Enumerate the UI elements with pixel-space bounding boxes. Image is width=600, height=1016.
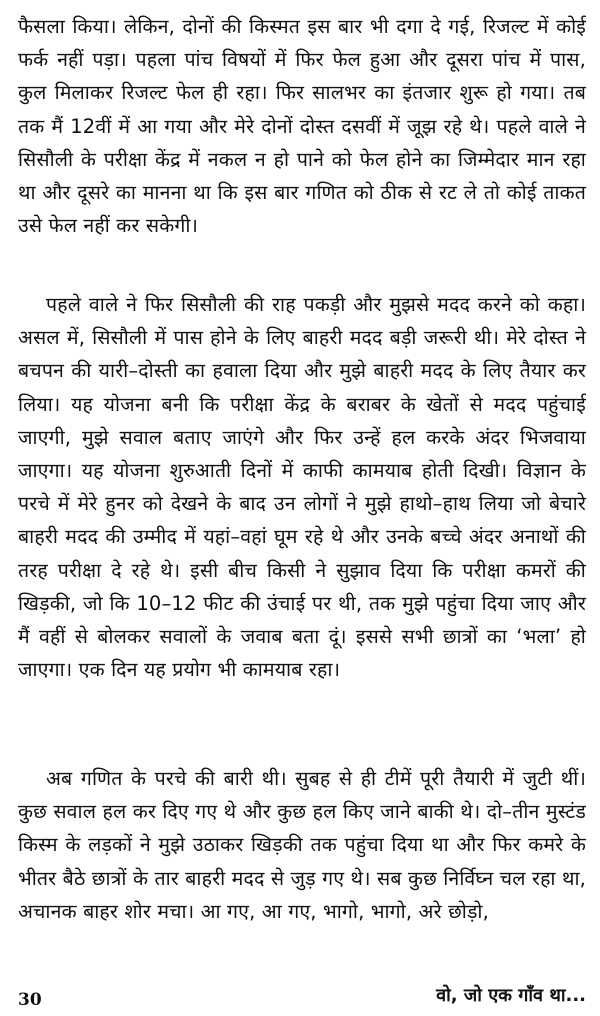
page-number: 30 [18,990,42,1010]
paragraph-2-block [18,288,586,686]
paragraph-3: अब गणित के परचे की बारी थी। सुबह से ही टीमें पूरी तैयारी में जुटी थीं। कुछ सवाल हल कर दिए गए थे और कुछ हल किए जाने बाकी थे। दो–तीन मुस्टंड किस्म के लड़कों ने मुझे उठाकर खिड़की तक पहुंचा दिया था और फिर कमरे के भीतर बैठे छात्रों के तार बाहरी मदद से जुड़ गए थे। सब कुछ निर्विघ्न चल रहा था, अचानक बाहर शोर मचा। आ गए, आ गए, भागो, भागो, अरे छोड़ो, [18,767,586,923]
paragraph-1-block [18,10,586,242]
paragraph-2: पहले वाले ने फिर सिसौली की राह पकड़ी और मुझसे मदद करने को कहा। असल में, सिसौली में पास होने के लिए बाहरी मदद बड़ी जरूरी थी। मेरे दोस्त ने बचपन की यारी–दोस्ती का हवाला दिया और मुझे बाहरी मदद के लिए तैयार कर लिया। यह योजना बनी कि परीक्षा केंद्र के बराबर के खेतों से मदद पहुंचाई जाएगी, मुझे सवाल बताए जाएंगे और फिर उन्हें हल करके अंदर भिजवाया जाएगा। यह योजना शुरुआती दिनों में काफी कामयाब होती दिखी। विज्ञान के परचे में मेरे हुनर को देखने के बाद उन लोगों ने मुझे हाथो–हाथ लिया जो बेचारे बाहरी मदद की उम्मीद में यहां–वहां घूम रहे थे और उनके बच्चे अंदर अनाथों की तरह परीक्षा दे रहे थे। इसी बीच किसी ने सुझाव दिया कि परीक्षा कमरों की खिड़की, जो कि 10–12 फीट की उंचाई पर थी, तक मुझे पहुंचा दिया जाए और मैं वहीं से बोलकर सवालों के जवाब बता दूं। इससे सभी छात्रों का ‘भला’ हो जाएगा। एक दिन यह प्रयोग भी कामयाब रहा। [18,293,586,682]
paragraph-1: फैसला किया। लेकिन, दोनों की किस्मत इस बार भी दगा दे गई, रिजल्ट में कोई फर्क नहीं पड़ा। पहला पांच विषयों में फिर फेल हुआ और दूसरा पांच में पास, कुल मिलाकर रिजल्ट फेल ही रहा। फिर सालभर का इंतजार शुरू हो गया। तब तक मैं 12वीं में आ गया और मेरे दोनों दोस्त दसवीं में जूझ रहे थे। पहले वाले ने सिसौली के परीक्षा केंद्र में नकल न हो पाने को फेल होने का जिम्मेदार मान रहा था और दूसरे का मानना था कि इस बार गणित को ठीक से रट ले तो कोई ताकत उसे फेल नहीं कर सकेगी। [18,15,586,238]
paragraph-3-block [18,762,586,928]
running-footer-title: वो, जो एक गाँव था... [436,985,586,1006]
